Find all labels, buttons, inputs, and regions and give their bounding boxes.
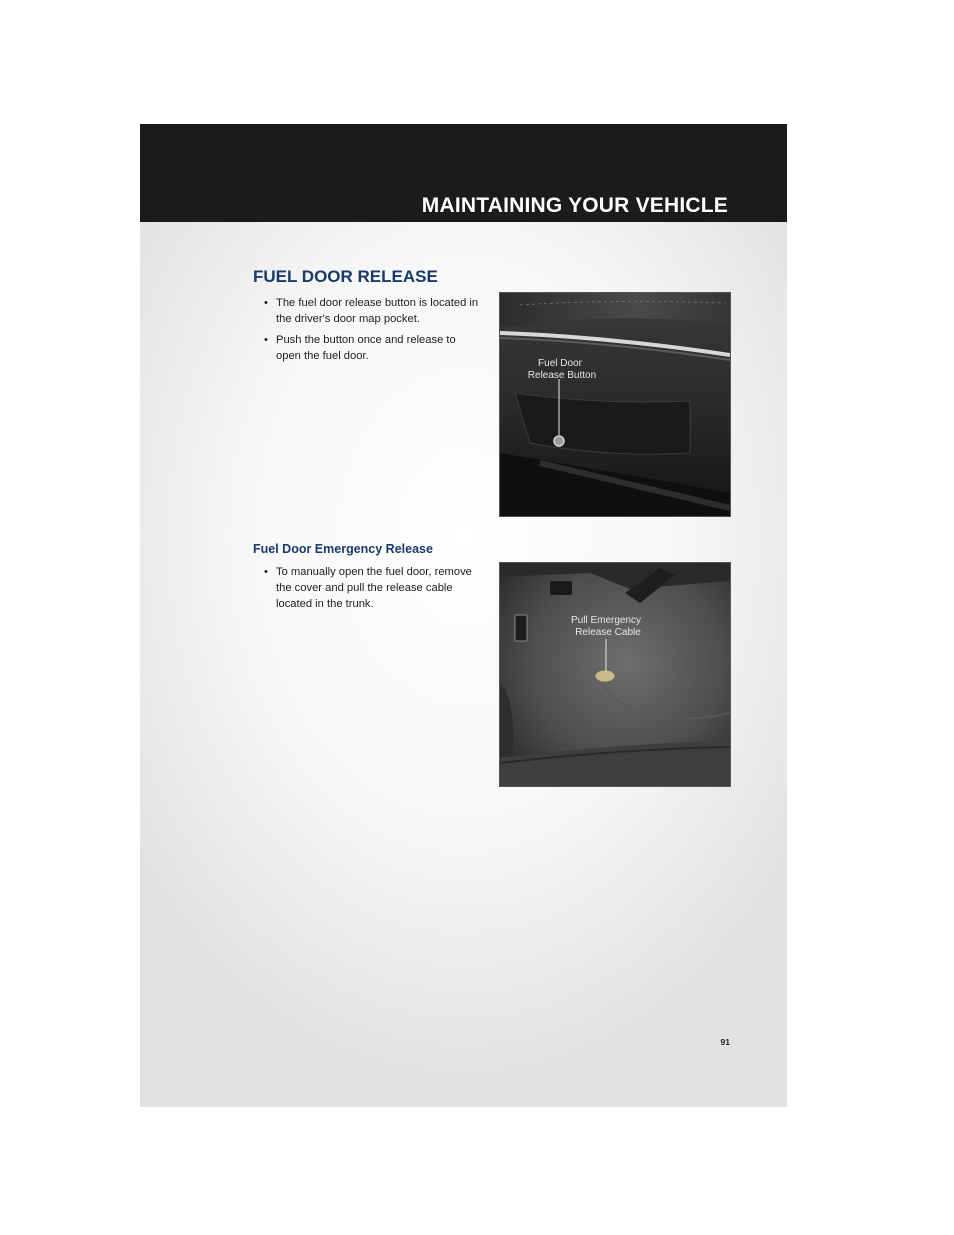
map-pocket-shape: [515, 393, 690, 454]
bullet-item: • To manually open the fuel door, remove the cover and pull the release cable located in the trunk.: [264, 564, 479, 612]
latch-shape: [550, 581, 572, 595]
release-cable-handle: [595, 670, 615, 682]
subsection-bullet-list: [264, 564, 479, 617]
manual-page: [140, 124, 787, 1107]
photo-caption-line: Release Cable: [575, 627, 641, 638]
section-title: FUEL DOOR RELEASE: [253, 267, 438, 286]
bullet-item: • The fuel door release button is located in the driver's door map pocket.: [264, 295, 479, 327]
page-number: 91: [720, 1037, 730, 1047]
subsection-title: Fuel Door Emergency Release: [253, 542, 433, 556]
emergency-release-photo: [499, 562, 731, 787]
chapter-title: MAINTAINING YOUR VEHICLE: [421, 194, 728, 217]
header-bar: [140, 124, 787, 222]
release-button-icon: [554, 436, 564, 446]
photo-caption-line: Fuel Door: [538, 358, 582, 369]
photo-caption-line: Pull Emergency: [570, 615, 642, 626]
trunk-light-shape: [515, 615, 527, 641]
photo-caption-line: Release Button: [527, 370, 597, 381]
bullet-item: • Push the button once and release to open the fuel door.: [264, 332, 479, 364]
section-bullet-list: [264, 295, 479, 369]
fuel-door-button-photo: [499, 292, 731, 517]
